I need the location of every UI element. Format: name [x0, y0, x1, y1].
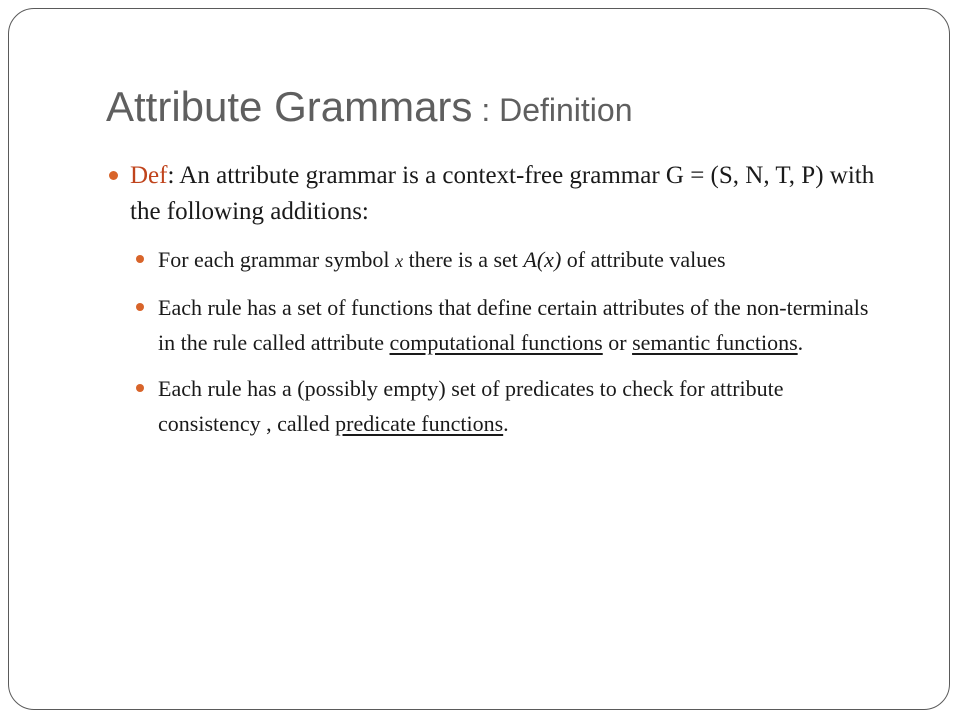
term-predicate-functions: predicate functions [335, 411, 504, 436]
bullet-dot-icon [109, 171, 118, 180]
slide-title [106, 84, 633, 130]
var-x: x [395, 251, 404, 271]
def-text: : An attribute grammar is a context-free grammar G = (S, N, T, P) with the following additions: [130, 162, 875, 225]
bullet-dot-icon [136, 255, 144, 263]
term-computational-functions: computational functions [389, 330, 603, 355]
sub2-text-1: Each rule has a set of functions that define certain attributes of the non-terminals in the rule called attribute [158, 295, 869, 355]
sub-bullet-attribute-values [106, 242, 886, 279]
bullet-dot-icon [136, 384, 144, 392]
sub2-text-3: . [797, 330, 804, 355]
sub-bullet-semantic-functions [106, 290, 886, 360]
title-main: Attribute Grammars [106, 83, 473, 130]
def-label: Def [130, 162, 168, 189]
term-semantic-functions: semantic functions [632, 330, 798, 355]
sub3-text-2: . [503, 411, 509, 436]
bullet-dot-icon [136, 303, 144, 311]
sub-bullet-predicate-functions [106, 371, 886, 441]
slide-content [106, 158, 886, 452]
sub3-text-1: Each rule has a (possibly empty) set of predicates to check for attribute consistency , called [158, 376, 784, 436]
sub1-text-3: of attribute values [561, 247, 726, 272]
bullet-definition [106, 158, 886, 230]
sub1-text-1: For each grammar symbol [158, 247, 396, 272]
sub2-text-2: or [602, 330, 633, 355]
var-ax: A(x) [523, 247, 562, 272]
title-sub: : Definition [472, 92, 633, 128]
sub1-text-2: there is a set [403, 247, 524, 272]
